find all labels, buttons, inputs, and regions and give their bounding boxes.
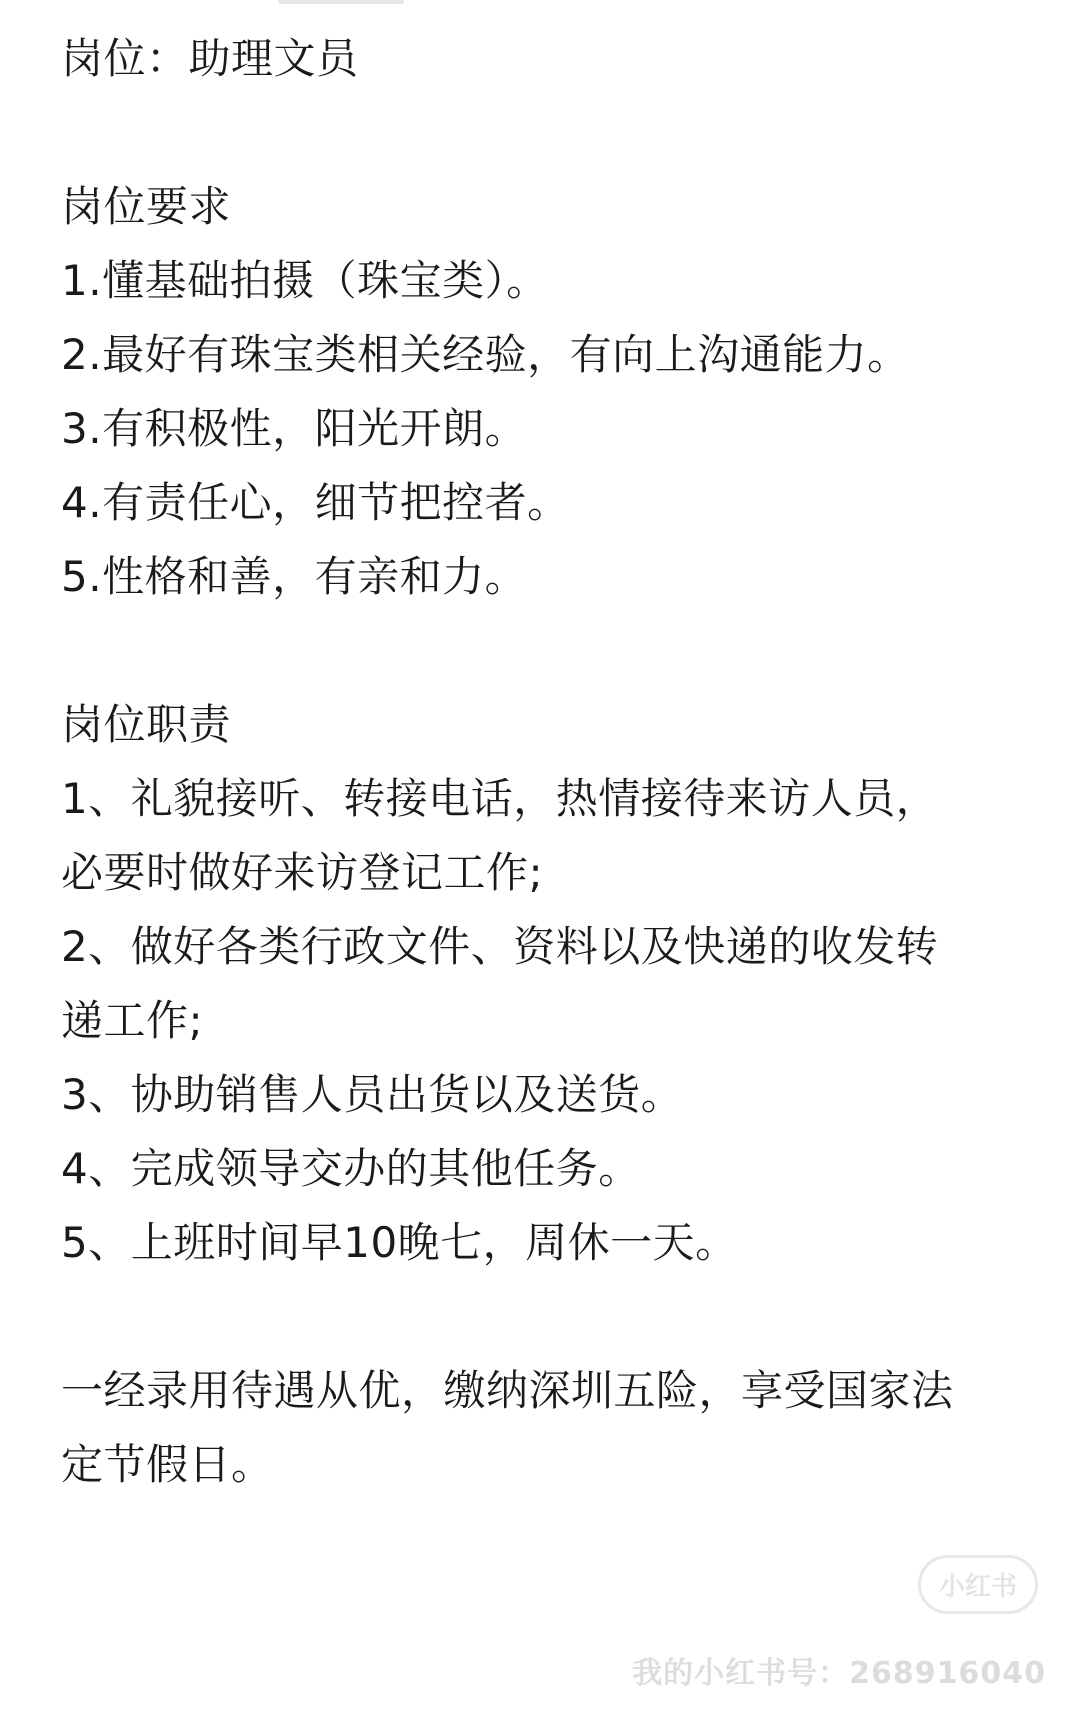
job-posting-text xyxy=(61,22,1051,1502)
spacer xyxy=(61,1280,1051,1354)
xiaohongshu-watermark xyxy=(632,1555,1046,1692)
duties-heading: 岗位职责 xyxy=(61,700,232,749)
requirements-heading: 岗位要求 xyxy=(61,182,232,231)
duty-line: 递工作; xyxy=(61,996,204,1045)
spacer xyxy=(61,96,1051,170)
spacer xyxy=(61,614,1051,688)
requirement-item: 4.有责任心，细节把控者。 xyxy=(61,478,570,527)
duty-line: 3、协助销售人员出货以及送货。 xyxy=(61,1070,684,1119)
requirement-item: 5.性格和善，有亲和力。 xyxy=(61,552,528,601)
duty-line: 5、上班时间早10晚七，周休一天。 xyxy=(61,1218,738,1267)
duty-line: 2、做好各类行政文件、资料以及快递的收发转 xyxy=(61,922,939,971)
duty-line: 1、礼貌接听、转接电话，热情接待来访人员， xyxy=(61,774,939,823)
requirement-item: 2.最好有珠宝类相关经验，有向上沟通能力。 xyxy=(61,330,910,379)
job-title: 岗位：助理文员 xyxy=(61,34,359,83)
top-edge-indicator xyxy=(278,0,404,4)
benefits-line: 一经录用待遇从优，缴纳深圳五险，享受国家法 xyxy=(61,1366,954,1415)
duty-line: 必要时做好来访登记工作; xyxy=(61,848,544,897)
watermark-account-id: 我的小红书号：268916040 xyxy=(632,1656,1046,1691)
requirement-item: 1.懂基础拍摄（珠宝类）。 xyxy=(61,256,549,305)
duty-line: 4、完成领导交办的其他任务。 xyxy=(61,1144,641,1193)
requirement-item: 3.有积极性，阳光开朗。 xyxy=(61,404,528,453)
benefits-line: 定节假日。 xyxy=(61,1440,274,1489)
xiaohongshu-logo-icon: 小红书 xyxy=(918,1555,1038,1614)
